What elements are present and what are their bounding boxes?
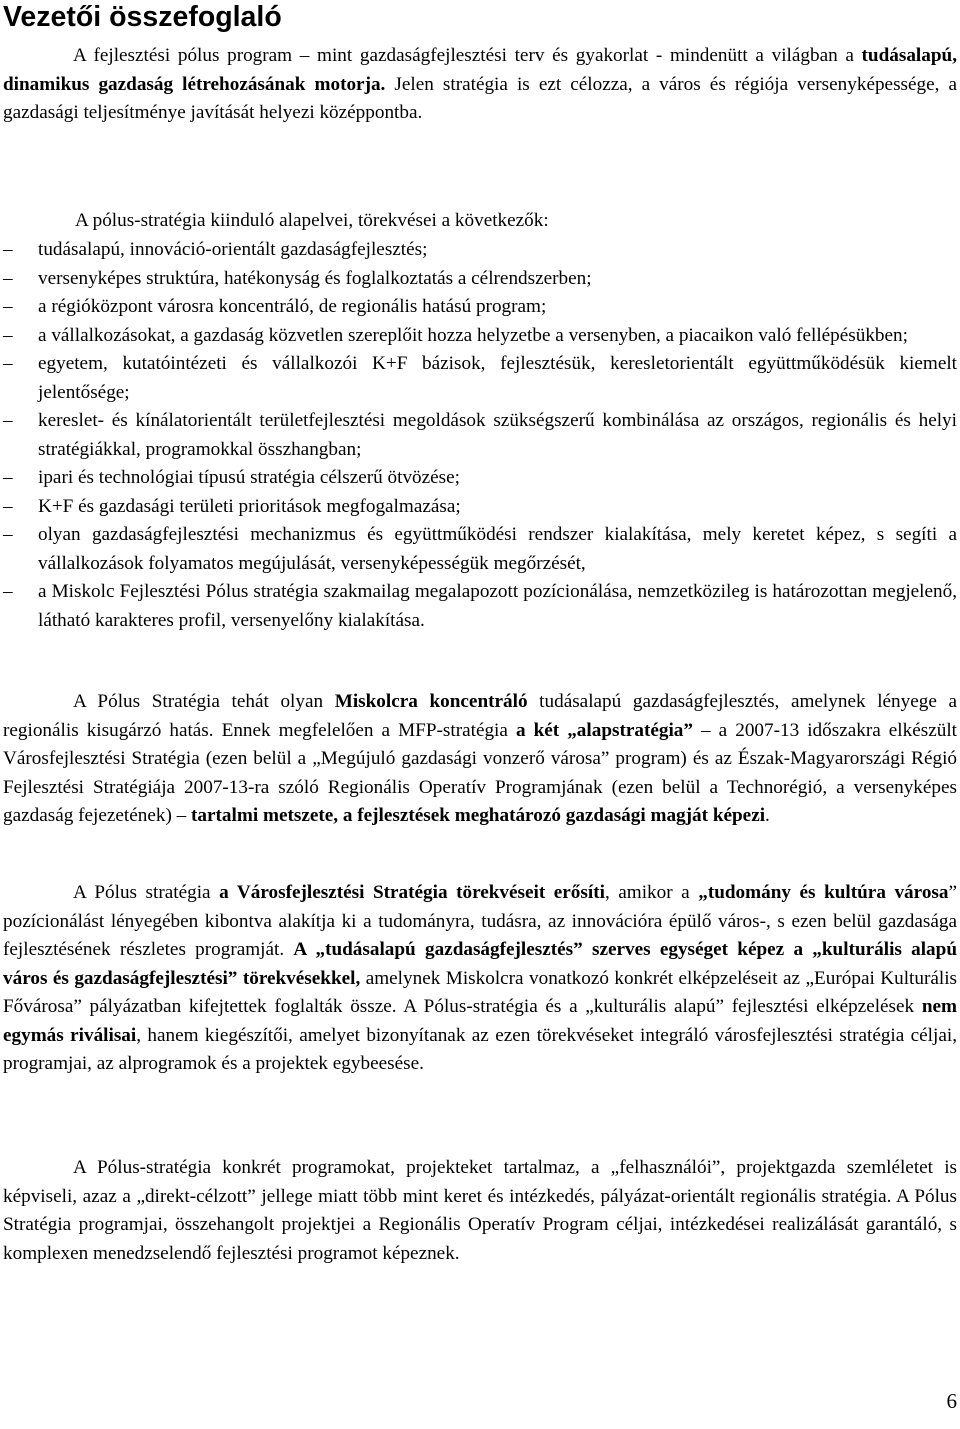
principles-list xyxy=(3,236,957,635)
dash-bullet-icon: – xyxy=(3,324,13,346)
paragraph-3-bold-b: a Városfejlesztési Stratégia törekvéseit erősíti xyxy=(219,882,605,903)
paragraph-2 xyxy=(3,688,957,831)
list-item xyxy=(3,578,957,635)
paragraph-2-text-e: – a 2007-13 időszakra elkészült Városfejlesztési Stratégia (ezen belül a „Megújuló gazdasági vonzerő városa” program) és az Észak-Magyarországi Régió Fejlesztési Stratégiája 2007-13-ra szóló Regionális Operatív Programjának (ezen belül a Technorégió, a versenyképes gazdaság fejezetének) – xyxy=(3,719,957,826)
paragraph-2-bold-f: tartalmi metszete, a fejlesztések meghatározó gazdasági magját képezi xyxy=(191,805,766,826)
dash-bullet-icon: – xyxy=(3,410,13,431)
page-number: 6 xyxy=(946,1389,957,1413)
dash-bullet-icon: – xyxy=(3,467,13,488)
paragraph-3-text-g: amelynek Miskolcra vonatkozó konkrét elképzeléseit az „Európai Kulturális Fővárosa” pályázatban kifejtettek foglalták össze. A Pólus-stratégia és a „kulturális alapú” fejlesztési elképzelések xyxy=(3,967,957,1017)
list-item-text: olyan gazdaságfejlesztési mechanizmus és együttműködési rendszer kialakítása, mely keretet képez, s segíti a vállalkozások folyamatos megújulását, versenyképességük megőrzését, xyxy=(38,524,957,574)
list-item xyxy=(3,493,957,522)
list-item-text: egyetem, kutatóintézeti és vállalkozói K+F bázisok, fejlesztésük, keresletorientált együttműködésük kiemelt jelentősége; xyxy=(38,353,957,403)
paragraph-2-text-c: tudásalapú gazdaságfejlesztés, amelynek lényege a regionális kisugárzó hatás. Ennek megfelelően a MFP-stratégia xyxy=(3,691,957,741)
list-item-text: versenyképes struktúra, hatékonyság és foglalkoztatás a célrendszerben; xyxy=(38,267,592,289)
dash-bullet-icon: – xyxy=(3,353,13,374)
list-item-text: a vállalkozásokat, a gazdaság közvetlen szereplőit hozza helyzetbe a versenyben, a piacaikon való fellépésükben; xyxy=(38,324,908,346)
paragraph-3-bold-h: nem egymás riválisai xyxy=(3,996,957,1046)
list-item-text: a régióközpont városra koncentráló, de regionális hatású program; xyxy=(38,296,547,317)
paragraph-2-bold-d: a két „alapstratégia” xyxy=(515,719,693,741)
list-item xyxy=(3,265,957,294)
list-item xyxy=(3,521,957,578)
paragraph-3 xyxy=(3,879,957,1079)
paragraph-1-text-c: Jelen stratégia is ezt célozza, a város és régiója versenyképessége, a gazdasági teljesítménye javítását helyezi középpontba. xyxy=(3,73,957,123)
list-item xyxy=(3,350,957,407)
list-item xyxy=(3,322,957,351)
dash-bullet-icon: – xyxy=(3,581,13,602)
paragraph-2-bold-b: Miskolcra koncentráló xyxy=(334,691,528,712)
paragraph-3-text-a: A Pólus stratégia xyxy=(73,882,220,903)
list-item xyxy=(3,293,957,322)
paragraph-3-bold-f: A „tudásalapú gazdaságfejlesztés” szerves egységet képez a „kulturális alapú város és gazdaságfejlesztési” törekvésekkel, xyxy=(3,939,957,989)
paragraph-2-text-g: . xyxy=(765,805,770,826)
list-item xyxy=(3,407,957,464)
paragraph-3-bold-d: „tudomány és kultúra városa xyxy=(698,882,949,903)
dash-bullet-icon: – xyxy=(3,495,13,517)
paragraph-3-text-e: ” pozícionálást lényegében kibontva alakítja ki a tudományra, tudásra, az innovációra épülő város-, s ezen belül gazdasága fejlesztésének részletes programját. xyxy=(3,882,957,960)
list-item-text: K+F és gazdasági területi prioritások megfogalmazása; xyxy=(38,495,461,517)
page-title: Vezetői összefoglaló xyxy=(3,1,282,33)
dash-bullet-icon: – xyxy=(3,267,13,289)
paragraph-4: A Pólus-stratégia konkrét programokat, projekteket tartalmaz, a „felhasználói”, projektgazda szemléletet is képviseli, azaz a „direkt-célzott” jellege miatt több mint keret és intézkedés, pályázat-orientált regionális stratégia. A Pólus Stratégia programjai, összehangolt projektjei a Regionális Operatív Program céljai, intézkedései realizálását garantáló, s komplexen menedzselendő fejlesztési programot képeznek. xyxy=(3,1157,957,1264)
list-item-text: kereslet- és kínálatorientált területfejlesztési megoldások szükségszerű kombinálása az országos, regionális és helyi stratégiákkal, programokkal összhangban; xyxy=(38,410,957,460)
paragraph-2-text-a: A Pólus Stratégia tehát olyan xyxy=(73,691,335,712)
paragraph-1-bold: tudásalapú, dinamikus gazdaság létrehozásának motorja. xyxy=(3,45,957,95)
dash-bullet-icon: – xyxy=(3,296,13,317)
list-item-text: ipari és technológiai típusú stratégia célszerű ötvözése; xyxy=(38,467,460,488)
list-item xyxy=(3,236,957,265)
dash-bullet-icon: – xyxy=(3,524,13,545)
list-item xyxy=(3,464,957,493)
list-intro: A pólus-stratégia kiinduló alapelvei, törekvései a következők: xyxy=(75,210,549,231)
list-item-text: a Miskolc Fejlesztési Pólus stratégia szakmailag megalapozott pozícionálása, nemzetközileg is határozottan megjelenő, látható karakteres profil, versenyelőny kialakítása. xyxy=(38,581,957,631)
paragraph-3-text-i: , hanem kiegészítői, amelyet bizonyítanak az ezen törekvéseket integráló városfejlesztési stratégia céljai, programjai, az alprogramok és a projektek egybeesése. xyxy=(3,1024,957,1074)
paragraph-3-text-c: , amikor a xyxy=(604,882,699,903)
paragraph-1 xyxy=(3,42,957,128)
dash-bullet-icon: – xyxy=(3,239,13,260)
list-item-text: tudásalapú, innováció-orientált gazdaságfejlesztés; xyxy=(38,239,428,260)
paragraph-1-text-a: A fejlesztési pólus program – mint gazdaságfejlesztési terv és gyakorlat - mindenütt a világban a xyxy=(73,45,862,66)
